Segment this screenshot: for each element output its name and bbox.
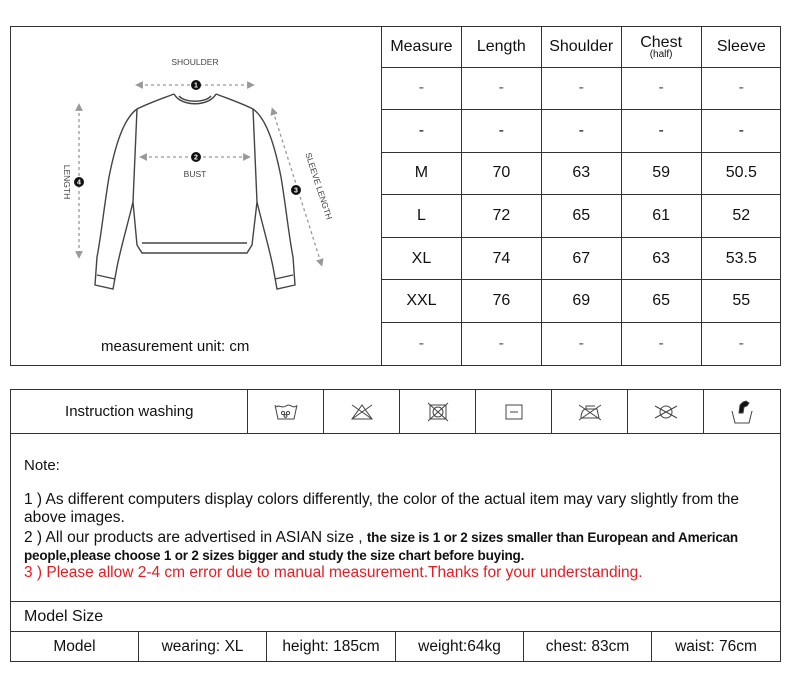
- note-2: [24, 529, 774, 565]
- sweater-outline: [95, 94, 295, 289]
- table-row: [382, 280, 782, 323]
- table-cell: 53.5: [701, 237, 781, 280]
- table-row: [382, 237, 782, 280]
- model-size-panel: [10, 601, 781, 662]
- table-cell: -: [621, 67, 701, 110]
- do-not-iron-icon: [552, 390, 628, 433]
- marker-4-number: 4: [77, 179, 81, 187]
- table-cell: -: [621, 322, 701, 365]
- table-cell: -: [701, 110, 781, 153]
- table-cell: -: [382, 322, 462, 365]
- marker-1-number: 1: [194, 82, 198, 90]
- shoulder-label: SHOULDER: [171, 57, 219, 67]
- table-row: [382, 195, 782, 238]
- note-2-detail: the size is 1 or 2 sizes smaller than European and American people,please choose 1 or 2 sizes bigger and study the size chart before buying.: [24, 530, 738, 563]
- table-cell: 50.5: [701, 152, 781, 195]
- table-cell: 52: [701, 195, 781, 238]
- note-1: 1 ) As different computers display colors differently, the color of the actual item may vary slightly from the above images.: [24, 491, 740, 526]
- model-height: height: 185cm: [267, 632, 396, 662]
- header-chest-note: (half): [649, 48, 673, 60]
- model-weight: weight:64kg: [396, 632, 524, 662]
- table-cell: 65: [541, 195, 621, 238]
- table-cell: 74: [461, 237, 541, 280]
- washing-label: Instruction washing: [11, 390, 248, 433]
- marker-3-number: 3: [294, 187, 298, 195]
- size-chart-panel: [10, 26, 781, 366]
- header-length: Length: [461, 27, 541, 67]
- note-2-lead: 2 ) All our products are advertised in ASIAN size ,: [24, 529, 367, 546]
- table-cell: 69: [541, 280, 621, 323]
- header-chest: [621, 27, 701, 67]
- table-cell: 61: [621, 195, 701, 238]
- table-cell: 67: [541, 237, 621, 280]
- notes-panel: [10, 433, 781, 602]
- dry-flat-icon: [476, 390, 552, 433]
- table-cell: 63: [621, 237, 701, 280]
- table-cell: -: [382, 110, 462, 153]
- length-label: LENGTH: [62, 164, 72, 200]
- hand-wash-icon: [704, 390, 780, 433]
- model-size-title: Model Size: [24, 608, 104, 625]
- table-cell: -: [382, 67, 462, 110]
- table-cell: XXL: [382, 280, 462, 323]
- sweater-measurement-illustration: [11, 27, 381, 337]
- table-cell: M: [382, 152, 462, 195]
- table-cell: -: [541, 67, 621, 110]
- do-not-dry-clean-icon: [628, 390, 704, 433]
- model-waist: waist: 76cm: [675, 638, 757, 655]
- table-cell: -: [701, 322, 781, 365]
- table-row: [382, 322, 782, 365]
- model-chest: chest: 83cm: [524, 632, 652, 662]
- table-row: [382, 110, 782, 153]
- table-cell: -: [541, 110, 621, 153]
- washing-instructions: [10, 389, 781, 434]
- hand-wash-30-icon: [248, 390, 324, 433]
- table-cell: 76: [461, 280, 541, 323]
- table-cell: 70: [461, 152, 541, 195]
- measurement-unit-label: measurement unit: cm: [101, 338, 250, 355]
- size-table: [381, 27, 781, 365]
- table-cell: 72: [461, 195, 541, 238]
- table-cell: 65: [621, 280, 701, 323]
- marker-2-number: 2: [194, 154, 198, 162]
- sleeve-length-label: SLEEVE LENGTH: [303, 151, 335, 221]
- table-cell: -: [541, 322, 621, 365]
- table-cell: -: [621, 110, 701, 153]
- table-cell: -: [461, 67, 541, 110]
- model-size-row: [11, 631, 780, 662]
- do-not-tumble-dry-icon: [400, 390, 476, 433]
- table-cell: -: [461, 322, 541, 365]
- header-shoulder: Shoulder: [541, 27, 621, 67]
- header-measure: Measure: [382, 27, 462, 67]
- table-cell: 63: [541, 152, 621, 195]
- size-table-header-row: [382, 27, 782, 67]
- do-not-bleach-icon: [324, 390, 400, 433]
- model-cell: Model: [11, 632, 139, 662]
- header-sleeve: Sleeve: [701, 27, 781, 67]
- model-wearing: wearing: XL: [139, 632, 267, 662]
- table-cell: -: [461, 110, 541, 153]
- sweater-diagram: [11, 27, 381, 365]
- table-cell: 59: [621, 152, 701, 195]
- note-3: 3 ) Please allow 2-4 cm error due to manual measurement.Thanks for your understanding.: [24, 564, 643, 581]
- table-row: [382, 67, 782, 110]
- table-cell: 55: [701, 280, 781, 323]
- table-cell: L: [382, 195, 462, 238]
- table-cell: -: [701, 67, 781, 110]
- header-chest-label: Chest: [640, 33, 683, 51]
- table-row: [382, 152, 782, 195]
- table-cell: XL: [382, 237, 462, 280]
- note-title: Note:: [24, 457, 60, 474]
- bust-label: BUST: [183, 169, 207, 179]
